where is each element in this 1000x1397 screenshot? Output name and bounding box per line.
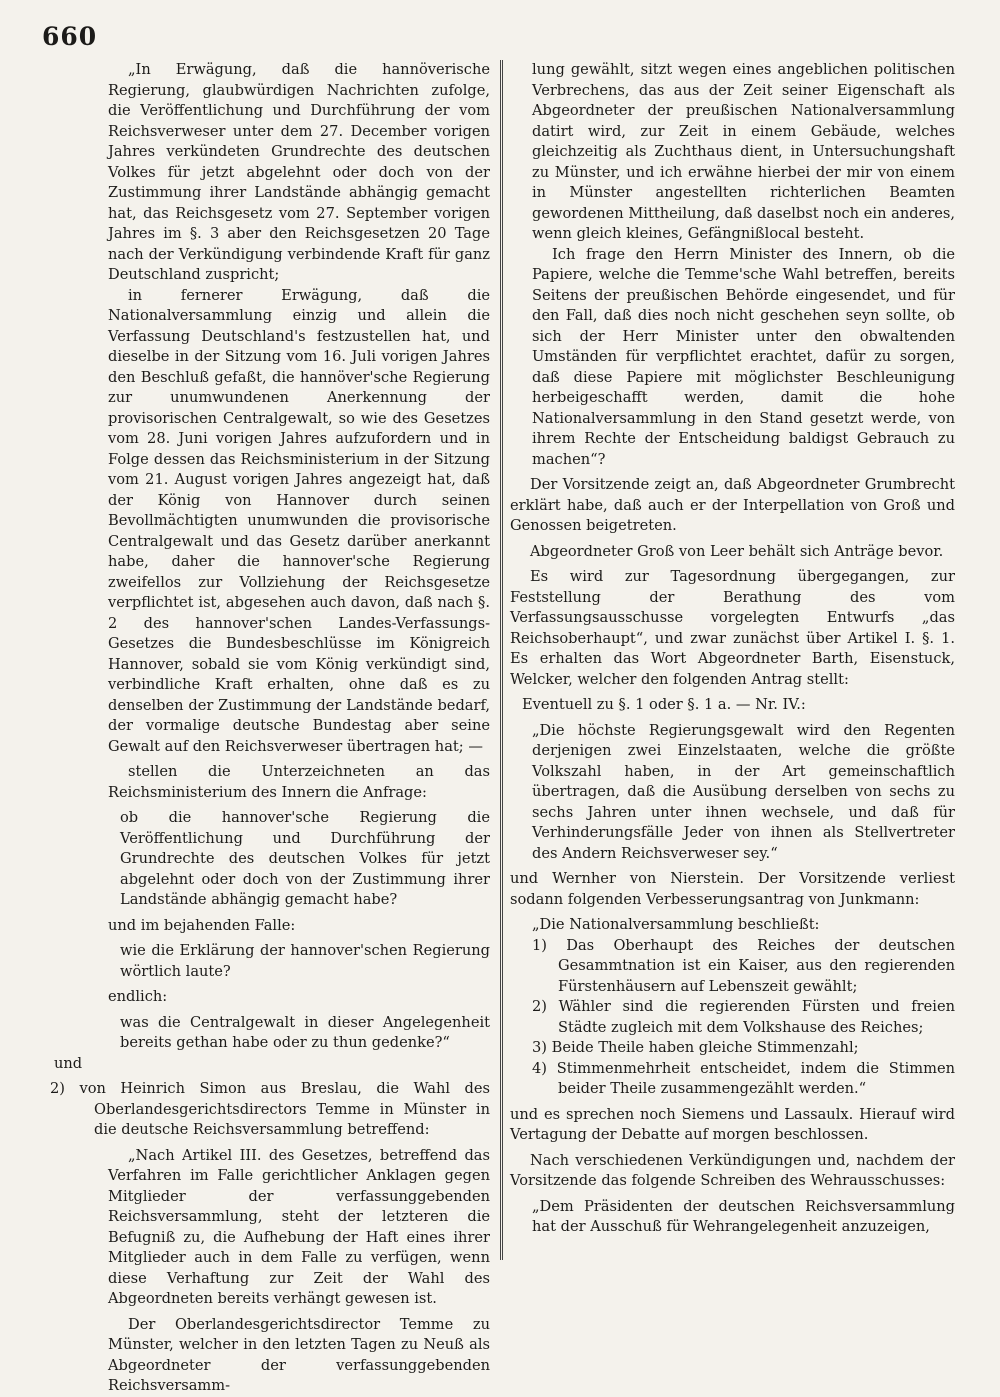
paragraph: Nach verschiedenen Verkündigungen und, nachdem der Vorsitzende das folgende Schreiben des Wehrausschusses: [510,1151,955,1189]
motion-heading: Eventuell zu §. 1 oder §. 1 a. — Nr. IV.: [522,696,806,713]
paragraph: stellen die Unterzeichneten an das Reichsministerium des Innern die Anfrage: [108,763,490,801]
paragraph: und es sprechen noch Siemens und Lassaulx. Hierauf wird Vertagung der Debatte auf morgen beschlossen. [510,1105,955,1143]
question: was die Centralgewalt in dieser Angelegenheit bereits gethan habe oder zu thun gedenke?“ [120,1013,490,1051]
paragraph: und Wernher von Nierstein. Der Vorsitzende verliest sodann folgenden Verbesserungsantrag von Junkmann: [510,870,955,908]
question: ob die hannover'sche Regierung die Veröffentlichung und Durchführung der Grundrechte des deutschen Volkes für jetzt abgelehnt oder doch von der Zustimmung ihrer Landstände abhängig gemacht habe? [120,809,490,908]
column-divider [500,60,503,1260]
paragraph: Es wird zur Tagesordnung übergegangen, zur Feststellung der Berathung des vom Verfassungsausschusse vorgelegten Entwurfs „das Reichsoberhaupt“, und zwar zunächst über Artikel I. §. 1. Es erhalten das Wort Abgeordneter Barth, Eisenstuck, Welcker, welcher den folgenden Antrag stellt: [510,568,955,688]
right-column [510,60,955,1238]
paragraph: und [54,1054,83,1072]
paragraph: „Nach Artikel III. des Gesetzes, betreffend das Verfahren im Falle gerichtlicher Anklagen gegen Mitglieder der verfassunggebenden Reichsversammlung, steht der letzteren die Befugniß zu, die Aufhebung der Haft eines ihrer Mitglieder auch in dem Falle zu verfügen, wenn diese Verhaftung zur Zeit der Wahl des Abgeordneten bereits verhängt gewesen ist. [108,1146,490,1307]
motion-heading: „Die Nationalversammlung beschließt: [532,916,820,933]
motion-text: „Die höchste Regierungsgewalt wird den Regenten derjenigen zwei Einzelstaaten, welche die größte Volkszahl haben, in der Art gemeinschaftlich übertragen, daß die Ausübung derselben von sechs zu sechs Jahren unter ihnen wechsele, und daß für Verhinderungsfälle Jeder von ihnen als Stellvertreter des Andern Reichsverweser sey.“ [532,721,955,862]
numbered-item: 4) Stimmenmehrheit entscheidet, indem die Stimmen beider Theile zusammengezählt werden.“ [532,1059,955,1097]
paragraph: Der Oberlandesgerichtsdirector Temme zu Münster, welcher in den letzten Tagen zu Neuß als Abgeordneter der verfassunggebenden Reichsversamm- [108,1315,490,1394]
paragraph: Der Vorsitzende zeigt an, daß Abgeordneter Grumbrecht erklärt habe, daß auch er der Interpellation von Groß und Genossen beigetreten. [510,476,955,534]
page-number: 660 [42,22,98,51]
numbered-item: 3) Beide Theile haben gleiche Stimmenzahl; [532,1039,859,1056]
paragraph: in fernerer Erwägung, daß die Nationalversammlung einzig und allein die Verfassung Deutschland's festzustellen hat, und dieselbe in der Sitzung vom 16. Juli vorigen Jahres den Beschluß gefaßt, die hannöver'sche Regierung zur unumwundenen Anerkennung der provisorischen Centralgewalt, so wie des Gesetzes vom 28. Juni vorigen Jahres aufzufordern und in Folge dessen das Reichsministerium in der Sitzung vom 21. August vorigen Jahres angezeigt hat, daß der König von Hannover durch seinen Bevollmächtigten unumwunden die provisorische Centralgewalt und das Gesetz darüber anerkannt habe, daher die hannover'sche Regierung zweifellos zur Vollziehung der Reichsgesetze verpflichtet ist, abgesehen auch davon, daß nach §. 2 des hannover'schen Landes-Verfassungs-Gesetzes die Bundesbeschlüsse im Königreich Hannover, sobald sie vom König verkündigt sind, verbindliche Kraft erhalten, ohne daß es zu denselben der Zustimmung der Landstände bedarf, der vormalige deutsche Bundestag aber seine Gewalt auf den Reichsverweser übertragen hat; — [108,286,490,755]
numbered-item: 2) Wähler sind die regierenden Fürsten und freien Städte zugleich mit dem Volkshause des Reiches; [532,998,955,1036]
paragraph: Ich frage den Herrn Minister des Innern, ob die Papiere, welche die Temme'sche Wahl betreffen, bereits Seitens der preußischen Behörde eingesendet, und für den Fall, daß dies noch nicht geschehen seyn sollte, ob sich der Herr Minister unter den obwaltenden Umständen für verpflichtet erachtet, dafür zu sorgen, daß diese Papiere mit möglichster Beschleunigung herbeigeschafft werden, damit die hohe Nationalversammlung in den Stand gesetzt werde, von ihrem Rechte der Entscheidung baldigst Gebrauch zu machen“? [532,245,955,468]
left-column [50,60,490,1397]
numbered-item: 2) von Heinrich Simon aus Breslau, die Wahl des Oberlandesgerichtsdirectors Temme in Münster in die deutsche Reichsversammlung betreffend: [50,1080,490,1138]
numbered-item: 1) Das Oberhaupt des Reiches der deutschen Gesammtnation ist ein Kaiser, aus den regierenden Fürstenhäusern auf Lebenszeit gewählt; [532,936,955,995]
paragraph: lung gewählt, sitzt wegen eines angeblichen politischen Verbrechens, das aus der Zeit seiner Eigenschaft als Abgeordneter der preußischen Nationalversammlung datirt wird, zur Zeit in einem Gebäude, welches gleichzeitig als Zuchthaus dient, in Untersuchungshaft zu Münster, und ich erwähne hierbei der mir von einem in Münster angestellten richterlichen Beamten gewordenen Mittheilung, daß daselbst noch ein anderes, wenn gleich kleines, Gefängnißlocal besteht. [532,61,955,242]
paragraph: Abgeordneter Groß von Leer behält sich Anträge bevor. [530,542,944,560]
paragraph: „Dem Präsidenten der deutschen Reichsversammlung hat der Ausschuß für Wehrangelegenheit anzuzeigen, [532,1197,955,1235]
paragraph: „In Erwägung, daß die hannöverische Regierung, glaubwürdigen Nachrichten zufolge, die Veröffentlichung und Durchführung der vom Reichsverweser unter dem 27. December vorigen Jahres verkündeten Grundrechte des deutschen Volkes für jetzt abgelehnt oder doch von der Zustimmung ihrer Landstände abhängig gemacht hat, das Reichsgesetz vom 27. September vorigen Jahres im §. 3 aber den Reichsgesetzen 20 Tage nach der Verkündigung verbindende Kraft für ganz Deutschland zuspricht; [108,61,490,283]
question: wie die Erklärung der hannover'schen Regierung wörtlich laute? [120,942,490,980]
paragraph: endlich: [108,988,168,1005]
paragraph: und im bejahenden Falle: [108,916,296,934]
